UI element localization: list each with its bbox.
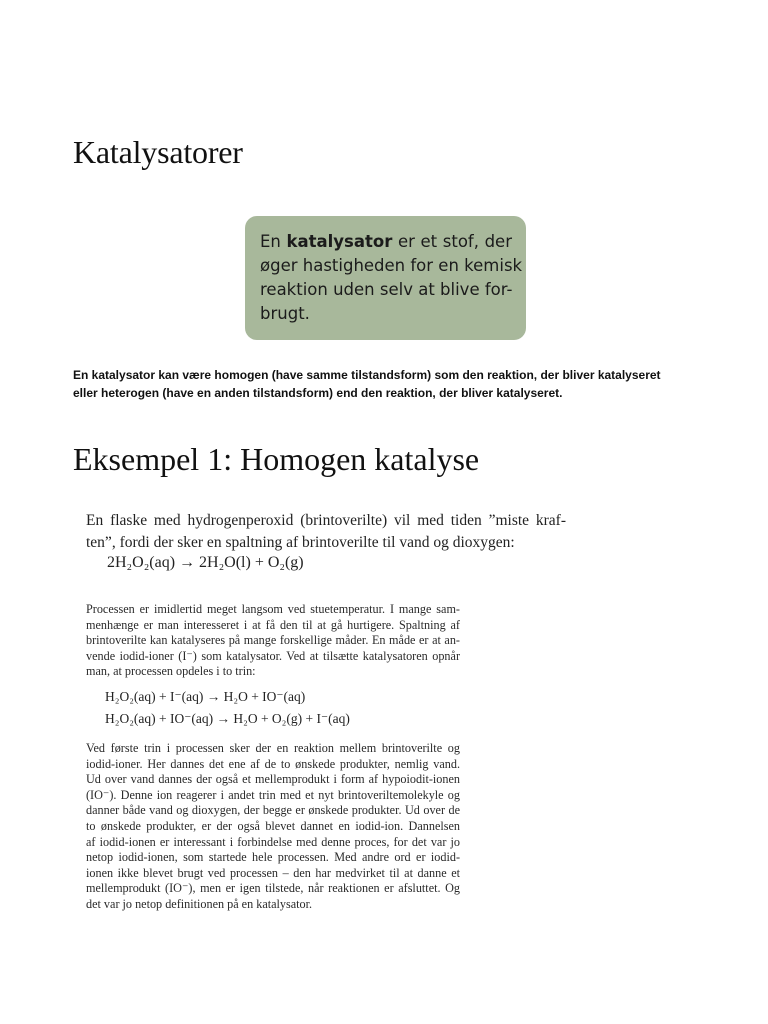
equation-step-2: H₂O₂(aq) + IO⁻(aq) → H₂O + O₂(g) + I⁻(aq) — [105, 711, 350, 726]
definition-line-3: reaktion uden selv at blive for- — [260, 280, 513, 299]
explanation-paragraph — [86, 741, 460, 913]
explanation-line-11: det var jo netop definitionen på en katalysator. — [86, 896, 313, 911]
process-line-2: menhænge er man interesseret i at få den til at gå hurtigere. Spaltning af — [86, 617, 460, 632]
page-title: Katalysatorer — [73, 134, 243, 170]
definition-line-4: brugt. — [260, 304, 310, 323]
explanation-line-6: to ønskede produkter, er der også blevet dannet en iodid-ion. Dannelsen — [86, 818, 460, 833]
process-line-5: man, at processen opdeles i to trin: — [86, 664, 256, 679]
process-paragraph — [86, 602, 460, 680]
explanation-line-3: Ud over vand dannes der også et mellemprodukt i form af hypoiodit-ionen — [86, 772, 460, 787]
explanation-line-5: danner både vand og dioxygen, der begge er ønskede produkter. Ud over de — [86, 803, 460, 818]
process-line-4: vende iodid-ioner (I⁻) som katalysator. Ved at tilsætte katalysatoren opnår — [86, 648, 460, 663]
explanation-line-8: netop iodid-ionen, som startede hele processen. Med andre ord er iodid- — [86, 850, 460, 865]
definition-pre: En — [260, 232, 287, 251]
process-line-1: Processen er imidlertid meget langsom ved stuetemperatur. I mange sam- — [86, 602, 460, 616]
explanation-line-2: iodid-ioner. Her dannes det ene af de to ønskede produkter, nemlig vand. — [86, 756, 460, 771]
definition-term: katalysator — [286, 232, 393, 251]
explanation-line-7: af iodid-ionen er interessant i forbindelse med denne proces, for det var jo — [86, 834, 460, 849]
explanation-line-4: (IO⁻). Denne ion reagerer i andet trin med et nyt brintoveriltemolekyle og — [86, 787, 460, 802]
definition-line-1 — [260, 230, 512, 254]
intro-line-2: eller heterogen (have en anden tilstandsform) end den reaktion, der bliver katalyseret. — [73, 386, 563, 400]
definition-line-2: øger hastigheden for en kemisk — [260, 256, 523, 275]
example-intro-line-2: ten”, fordi der sker en spaltning af brintoverilte til vand og dioxygen: — [86, 534, 515, 551]
example-intro-line-1: En flaske med hydrogenperoxid (brintoverilte) vil med tiden ”miste kraf- — [86, 512, 566, 529]
equation-decomposition: 2H₂O₂(aq) → 2H₂O(l) + O₂(g) — [107, 554, 304, 571]
intro-paragraph — [73, 366, 713, 402]
definition-line-1-post: er et stof, der — [392, 232, 512, 251]
equation-step-1: H₂O₂(aq) + I⁻(aq) → H₂O + IO⁻(aq) — [105, 689, 306, 704]
process-line-3: brintoverilte kan katalyseres på mange forskellige måder. En måde er at an- — [86, 633, 460, 648]
explanation-line-1: Ved første trin i processen sker der en reaktion mellem brintoverilte og — [86, 741, 460, 755]
example-intro-paragraph — [86, 510, 566, 554]
explanation-line-10: mellemprodukt (IO⁻), men er igen tilstede, når reaktionen er afsluttet. Og — [86, 881, 460, 896]
definition-box — [245, 216, 526, 340]
explanation-line-9: ionen ikke blevet brugt ved processen – den har medvirket til at danne et — [86, 865, 460, 880]
intro-line-1: En katalysator kan være homogen (have samme tilstandsform) som den reaktion, der bliver katalyseret — [73, 368, 661, 382]
section-title: Eksempel 1: Homogen katalyse — [73, 441, 480, 477]
